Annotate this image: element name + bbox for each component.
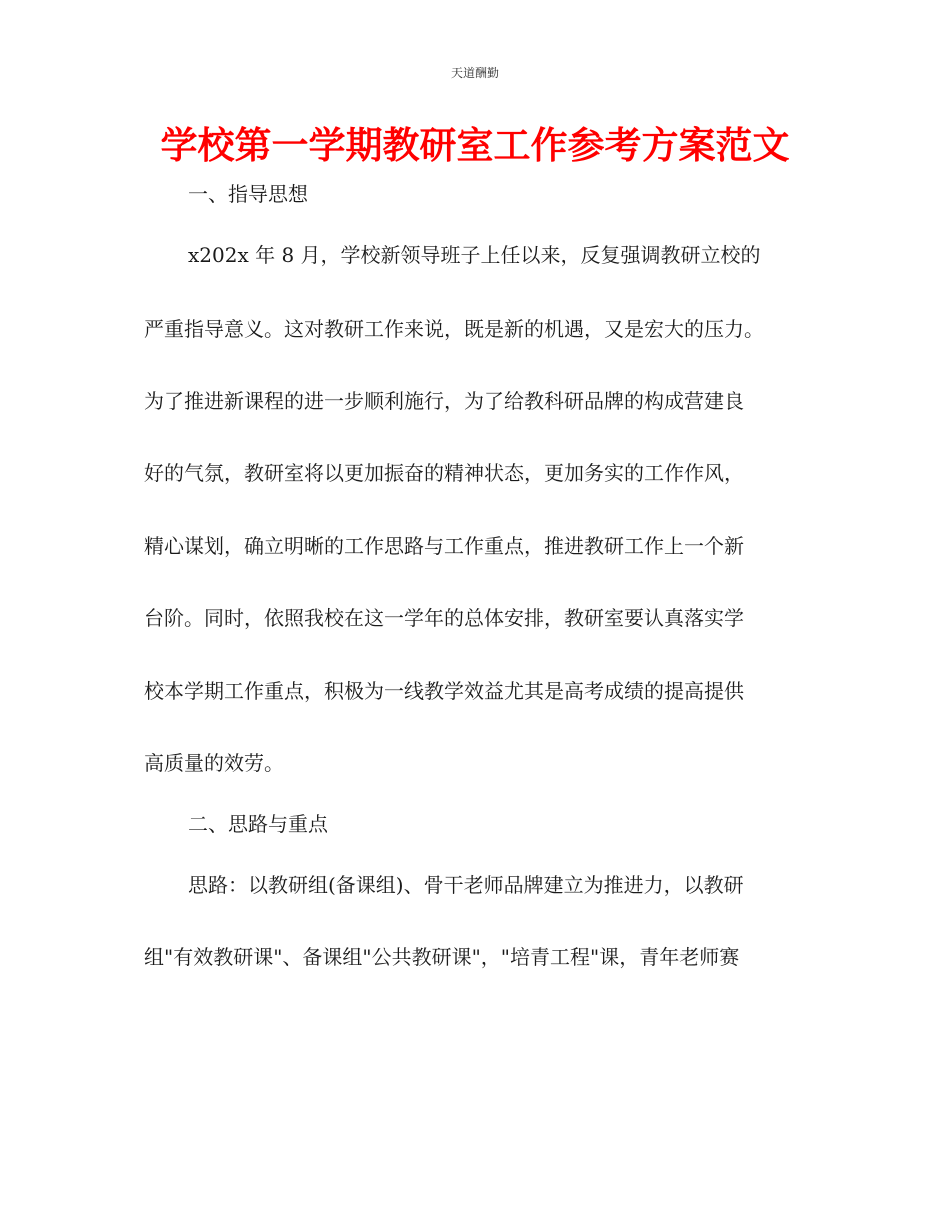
section-heading-guiding-thought: 一、指导思想 bbox=[188, 182, 308, 206]
paragraph-line: 为了推进新课程的进一步顺利施行，为了给教科研品牌的构成营建良 bbox=[144, 389, 744, 413]
paragraph-line: 台阶。同时，依照我校在这一学年的总体安排，教研室要认真落实学 bbox=[144, 606, 744, 630]
paragraph-line: 好的气氛，教研室将以更加振奋的精神状态，更加务实的工作作风， bbox=[144, 461, 744, 485]
document-title: 学校第一学期教研室工作参考方案范文 bbox=[160, 124, 790, 167]
paragraph-line: 高质量的效劳。 bbox=[144, 751, 284, 775]
page-header: 天道酬勤 bbox=[450, 66, 499, 80]
paragraph-line: 严重指导意义。这对教研工作来说，既是新的机遇，又是宏大的压力。 bbox=[144, 317, 764, 341]
paragraph-line: 校本学期工作重点，积极为一线教学效益尤其是高考成绩的提高提供 bbox=[144, 679, 744, 703]
paragraph-line: x202x 年 8 月，学校新领导班子上任以来，反复强调教研立校的 bbox=[188, 243, 761, 267]
paragraph-line: 精心谋划，确立明晰的工作思路与工作重点，推进教研工作上一个新 bbox=[144, 534, 744, 558]
paragraph-line: 思路：以教研组(备课组)、骨干老师品牌建立为推进力，以教研 bbox=[188, 873, 744, 897]
paragraph-line: 组"有效教研课"、备课组"公共教研课"，"培青工程"课，青年老师赛 bbox=[144, 945, 740, 969]
section-heading-approach: 二、思路与重点 bbox=[188, 812, 328, 836]
